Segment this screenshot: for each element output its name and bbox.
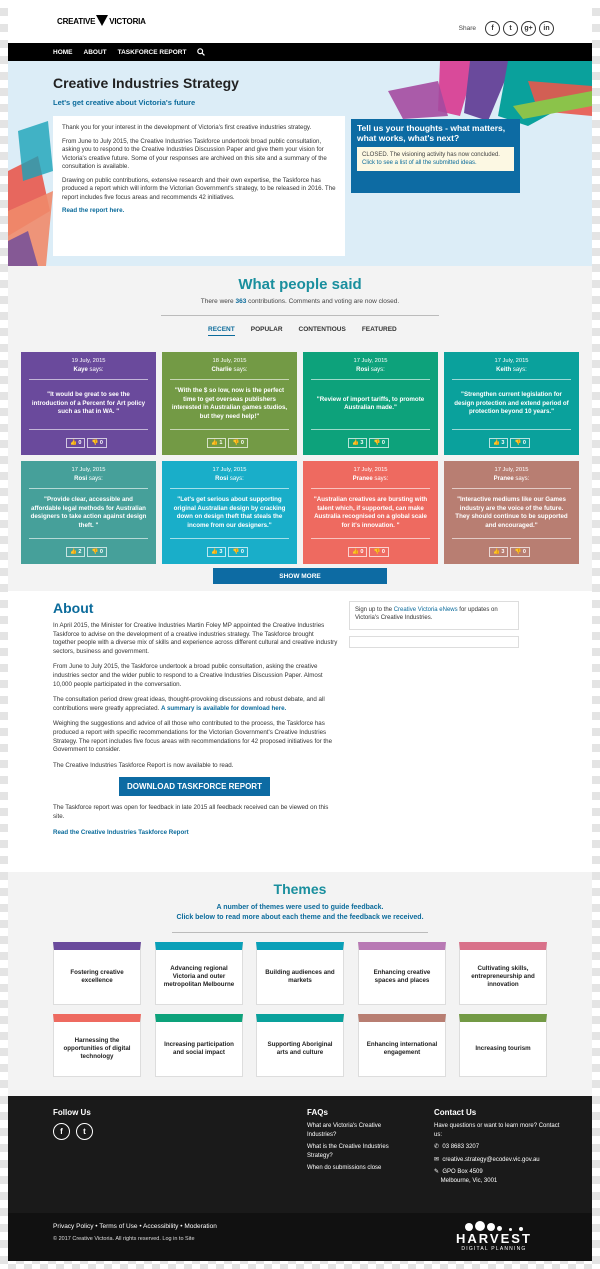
downvote-count: 0 <box>99 549 103 555</box>
creative-victoria-logo[interactable] <box>57 15 146 26</box>
comment-card[interactable] <box>444 461 579 564</box>
upvote-count: 1 <box>219 440 223 446</box>
theme-tile[interactable] <box>53 1014 141 1077</box>
card-author <box>162 476 297 482</box>
downvote-count: 0 <box>522 440 526 446</box>
card-divider <box>452 379 571 380</box>
download-report-button[interactable]: DOWNLOAD TASKFORCE REPORT <box>119 777 270 796</box>
author-name: Pranee <box>352 476 373 482</box>
downvote-count: 0 <box>99 440 103 446</box>
po-box: GPO Box 4509 <box>442 1169 483 1175</box>
faqs-list <box>307 1122 412 1177</box>
card-date: 17 July, 2015 <box>353 467 388 473</box>
author-name: Pranee <box>493 476 514 482</box>
card-author <box>444 476 579 482</box>
theme-tile[interactable] <box>358 942 446 1005</box>
author-name: Kaye <box>73 367 88 373</box>
card-author <box>303 367 438 373</box>
card-author <box>21 367 156 373</box>
enews-signup-box <box>349 601 519 630</box>
card-divider <box>170 429 289 430</box>
thumbs-down-button[interactable]: 👎 0 <box>369 438 388 448</box>
bottom-bar <box>8 1213 592 1261</box>
upvote-count: 0 <box>78 440 82 446</box>
intro-paragraph: From June to July 2015, the Creative Industries Taskforce undertook broad public consultation, asking you to respond to the Creative Industries Discussion Paper and give them your vision for Victoria's creative future. Some of your responses are archived on this site and a summary of the consultation is available. <box>62 137 327 170</box>
page-title: Creative Industries Strategy <box>53 75 239 91</box>
author-name: Rosi <box>356 367 370 373</box>
what-people-said-section <box>8 266 592 591</box>
mail-icon: ✉ <box>434 1156 440 1163</box>
card-quote: "Review of import tariffs, to promote Australian made." <box>316 395 425 411</box>
sort-tabs <box>208 326 397 336</box>
comment-card[interactable] <box>21 352 156 455</box>
footer-links[interactable]: Privacy Policy • Terms of Use • Accessibility • Moderation <box>53 1223 217 1230</box>
tab-recent[interactable]: RECENT <box>208 326 235 336</box>
author-name: Rosi <box>215 476 229 482</box>
divider <box>161 315 439 316</box>
comment-card[interactable] <box>303 461 438 564</box>
says-label: says: <box>515 476 530 482</box>
nav-taskforce-report[interactable]: TASKFORCE REPORT <box>117 48 187 56</box>
card-divider <box>29 429 148 430</box>
thumbs-down-button[interactable]: 👎 0 <box>369 547 388 557</box>
theme-label: Enhancing creative spaces and places <box>373 969 431 984</box>
thumbs-up-button[interactable]: 👍 3 <box>489 547 508 557</box>
card-quote: "It would be great to see the introduction of a Percent for Art policy such as that in WA. " <box>31 391 146 416</box>
card-divider <box>170 538 289 539</box>
theme-label: Enhancing international engagement <box>366 1041 438 1056</box>
about-paragraph <box>53 696 338 713</box>
email-address[interactable]: creative.strategy@ecodev.vic.gov.au <box>442 1156 540 1163</box>
phone-icon: ✆ <box>434 1144 440 1150</box>
tab-contentious[interactable]: CONTENTIOUS <box>298 326 346 333</box>
summary-download-link[interactable]: A summary is available for download here. <box>161 704 287 712</box>
card-date: 17 July, 2015 <box>494 467 529 473</box>
harvest-subtitle: DIGITAL PLANNING <box>461 1246 527 1252</box>
about-paragraph: In April 2015, the Minister for Creative Industries Martin Foley MP appointed the Creative Industries Taskforce to advise on the development of a creative industries strategy. The Taskforce brought together people with a diverse mix of skills and experience across different cultural and creative industry sectors, business and government. <box>53 622 338 655</box>
linkedin-icon[interactable]: in <box>539 21 554 36</box>
faqs-title: FAQs <box>307 1108 328 1117</box>
thumbs-up-button[interactable]: 👍 3 <box>489 438 508 448</box>
card-divider <box>452 538 571 539</box>
tell-us-panel <box>351 119 520 193</box>
themes-intro-line: Click below to read more about each theme and the feedback we received. <box>176 914 424 921</box>
contrib-suffix: contributions. Comments and voting are now closed. <box>246 298 400 305</box>
upvote-count: 3 <box>501 440 505 446</box>
comment-card[interactable] <box>162 352 297 455</box>
enews-blank-box <box>349 636 519 648</box>
theme-label: Fostering creative excellence <box>70 969 124 984</box>
about-paragraph: From June to July 2015, the Taskforce undertook a broad public consultation, asking the creative industries sector and the wider public to respond to a Creative Industries Discussion Paper. Almost 10,000 people participated in the conversation. <box>53 663 323 688</box>
about-paragraph: The Creative Industries Taskforce Report is now available to read. <box>53 761 234 769</box>
footer <box>8 1096 592 1213</box>
enews-link[interactable]: Creative Victoria eNews <box>393 607 458 613</box>
faq-link[interactable]: When do submissions close <box>307 1165 382 1171</box>
card-date: 17 July, 2015 <box>494 358 529 364</box>
about-title: About <box>53 600 94 616</box>
card-author <box>162 367 297 373</box>
about-section <box>8 591 592 872</box>
logo-text-right: VICTORIA <box>109 17 146 26</box>
card-divider <box>29 538 148 539</box>
twitter-icon[interactable]: t <box>503 21 518 36</box>
downvote-count: 0 <box>381 549 385 555</box>
thumbs-up-button[interactable]: 👍 1 <box>207 438 226 448</box>
top-header <box>8 0 592 43</box>
card-author <box>444 367 579 373</box>
show-more-button[interactable]: SHOW MORE <box>213 568 387 584</box>
logo-triangle-icon <box>96 15 108 26</box>
facebook-icon[interactable]: f <box>53 1123 70 1140</box>
contact-phone <box>434 1143 564 1152</box>
theme-label: Building audiences and markets <box>265 969 335 984</box>
author-name: Charlie <box>211 367 232 373</box>
themes-title: Themes <box>273 881 327 897</box>
thumbs-down-button[interactable]: 👎 0 <box>87 438 106 448</box>
page <box>8 0 592 1261</box>
city: Melbourne, Vic, 3001 <box>440 1177 498 1184</box>
theme-label: Supporting Aboriginal arts and culture <box>267 1041 333 1056</box>
card-divider <box>29 488 148 489</box>
thumbs-down-button[interactable]: 👎 0 <box>228 547 247 557</box>
vote-buttons <box>207 438 248 448</box>
hero-section <box>8 61 592 266</box>
card-quote: "Australian creatives are bursting with talent which, if supported, can make Australia recognised on a global scale for it's innovation. " <box>313 496 428 529</box>
theme-tile[interactable] <box>459 1014 547 1077</box>
theme-tile[interactable] <box>53 942 141 1005</box>
thumbs-up-button[interactable]: 👍 0 <box>348 547 367 557</box>
vote-buttons <box>489 438 530 448</box>
closed-notice <box>357 147 514 171</box>
upvote-count: 2 <box>78 549 82 555</box>
says-label: says: <box>88 476 103 482</box>
tab-featured[interactable]: FEATURED <box>361 326 397 333</box>
logo-text-left: CREATIVE <box>57 17 96 26</box>
thumbs-down-button[interactable]: 👎 0 <box>228 438 247 448</box>
comment-card[interactable] <box>162 461 297 564</box>
vote-buttons <box>66 438 107 448</box>
main-nav <box>8 43 592 61</box>
theme-tile[interactable] <box>256 1014 344 1077</box>
says-label: says: <box>370 367 385 373</box>
theme-label: Increasing participation and social impact <box>164 1041 234 1056</box>
themes-section <box>8 872 592 1096</box>
comment-card[interactable] <box>21 461 156 564</box>
card-date: 17 July, 2015 <box>212 467 247 473</box>
contact-us-title: Contact Us <box>434 1108 477 1117</box>
comment-card[interactable] <box>303 352 438 455</box>
intro-paragraph: Thank you for your interest in the development of Victoria's first creative industries strategy. <box>62 124 312 131</box>
contact-details <box>434 1122 564 1185</box>
divider <box>172 932 428 933</box>
themes-intro-line: A number of themes were used to guide feedback. <box>216 904 384 911</box>
page-subtitle: Let's get creative about Victoria's future <box>53 98 196 107</box>
search-icon[interactable] <box>197 48 205 56</box>
upvote-count: 3 <box>360 440 364 446</box>
copyright: © 2017 Creative Victoria. All rights reserved. Log in to Site <box>53 1236 195 1242</box>
intro-paragraph: Drawing on public contributions, extensive research and their own expertise, the Taskforce has produced a report which will inform the Victorian Government's strategy, to be released in 2016. The report includes five focus areas and recommends 42 initiatives. <box>62 176 336 201</box>
says-label: says: <box>512 367 527 373</box>
downvote-count: 0 <box>240 440 244 446</box>
card-quote: "Let's get serious about supporting original Australian design by cracking down on design theft that steals the income from our designers." <box>173 496 286 529</box>
card-divider <box>311 379 430 380</box>
faq-link[interactable]: What is the Creative Industries Strategy? <box>307 1144 389 1159</box>
about-paragraph: The Taskforce report was open for feedback in late 2015 all feedback received can be viewed on this site. <box>53 804 329 820</box>
contact-email <box>434 1156 564 1165</box>
thumbs-up-button[interactable]: 👍 3 <box>348 438 367 448</box>
share-bar <box>459 21 554 36</box>
theme-label: Harnessing the opportunities of digital technology <box>63 1037 131 1060</box>
downvote-count: 0 <box>240 549 244 555</box>
says-label: says: <box>89 367 104 373</box>
theme-tile[interactable] <box>256 942 344 1005</box>
card-divider <box>452 429 571 430</box>
nav-home[interactable]: HOME <box>53 48 73 56</box>
enews-prefix: Sign up to the <box>355 607 394 613</box>
closed-text: CLOSED. The visioning activity has now concluded. <box>362 152 500 158</box>
tab-popular[interactable]: POPULAR <box>250 326 283 333</box>
theme-tile[interactable] <box>358 1014 446 1077</box>
card-quote: "With the $ so low, now is the perfect time to get overseas publishers interested in Australian games studios, but they need help!" <box>171 387 288 420</box>
card-divider <box>170 488 289 489</box>
about-paragraph-text: The consultation period drew great ideas, thought-provoking discussions and robust debate, and all contributions were greatly appreciated. <box>53 696 325 712</box>
upvote-count: 3 <box>501 549 505 555</box>
comment-card[interactable] <box>444 352 579 455</box>
theme-label: Increasing tourism <box>475 1045 531 1052</box>
google-plus-icon[interactable]: g+ <box>521 21 536 36</box>
thumbs-up-button[interactable]: 👍 3 <box>207 547 226 557</box>
vote-buttons <box>348 438 389 448</box>
card-date: 17 July, 2015 <box>71 467 106 473</box>
submitted-ideas-link[interactable]: Click to see a list of all the submitted ideas. <box>362 160 477 166</box>
thumbs-down-button[interactable]: 👎 0 <box>510 438 529 448</box>
card-divider <box>311 538 430 539</box>
card-author <box>303 476 438 482</box>
harvest-wordmark: HARVEST <box>456 1231 532 1246</box>
card-divider <box>311 488 430 489</box>
author-name: Rosi <box>74 476 88 482</box>
card-quote: "Strengthen current legislation for design protection and extend period of protection beyond 10 years." <box>454 391 569 416</box>
says-label: says: <box>374 476 389 482</box>
says-label: says: <box>233 367 248 373</box>
theme-tile[interactable] <box>155 942 243 1005</box>
card-quote: "Interactive mediums like our Games industry are the voice of the future. They should continue to be supported and encouraged." <box>455 496 568 529</box>
pen-icon: ✎ <box>434 1169 440 1175</box>
card-divider <box>170 379 289 380</box>
downvote-count: 0 <box>381 440 385 446</box>
read-taskforce-report-link[interactable]: Read the Creative Industries Taskforce Report <box>53 828 189 836</box>
says-label: says: <box>229 476 244 482</box>
read-report-link[interactable]: Read the report here. <box>62 207 125 214</box>
vote-buttons <box>207 547 248 557</box>
about-paragraph: Weighing the suggestions and advice of all those who contributed to the process, the Taskforce has produced a report with specific recommendations for the Victorian Government's Creative Industries Strategy. The report includes five focus areas with recommendations for 42 proposed initiatives for the Government to consider. <box>53 720 333 754</box>
card-author <box>21 476 156 482</box>
thumbs-down-button[interactable]: 👎 0 <box>87 547 106 557</box>
about-text <box>53 622 338 837</box>
intro-text-panel <box>53 116 345 256</box>
themes-intro <box>8 903 592 923</box>
follow-us-title: Follow Us <box>53 1108 91 1117</box>
card-quote: "Provide clear, accessible and affordable legal methods for Australian designers to take action against design theft. " <box>30 496 147 529</box>
section-title: What people said <box>238 276 362 293</box>
phone-number[interactable]: 03 8683 3207 <box>442 1144 480 1150</box>
thumbs-up-button[interactable]: 👍 0 <box>66 438 85 448</box>
upvote-count: 3 <box>219 549 223 555</box>
vote-buttons <box>66 547 107 557</box>
downvote-count: 0 <box>522 549 526 555</box>
harvest-logo[interactable] <box>456 1219 532 1252</box>
theme-label: Advancing regional Victoria and outer metropolitan Melbourne <box>163 965 235 988</box>
faq-link[interactable]: What are Victoria's Creative Industries? <box>307 1123 382 1138</box>
thumbs-up-button[interactable]: 👍 2 <box>66 547 85 557</box>
share-label: Share <box>458 25 476 32</box>
nav-about[interactable]: ABOUT <box>83 48 107 56</box>
theme-tile[interactable] <box>459 942 547 1005</box>
upvote-count: 0 <box>360 549 364 555</box>
card-date: 19 July, 2015 <box>71 358 106 364</box>
contrib-prefix: There were <box>200 298 236 305</box>
card-divider <box>452 488 571 489</box>
vote-buttons <box>489 547 530 557</box>
contributions-count <box>8 298 592 305</box>
card-date: 17 July, 2015 <box>353 358 388 364</box>
vote-buttons <box>348 547 389 557</box>
contact-intro: Have questions or want to learn more? Contact us: <box>434 1123 560 1138</box>
tell-us-title: Tell us your thoughts - what matters, what works, what's next? <box>357 123 506 143</box>
contrib-number: 363 <box>235 298 247 305</box>
author-name: Keith <box>496 367 512 373</box>
theme-tile[interactable] <box>155 1014 243 1077</box>
twitter-icon[interactable]: t <box>76 1123 93 1140</box>
theme-label: Cultivating skills, entrepreneurship and innovation <box>471 965 535 988</box>
harvest-dots-icon <box>456 1219 532 1231</box>
card-date: 18 July, 2015 <box>212 358 247 364</box>
contact-address <box>434 1168 564 1185</box>
thumbs-down-button[interactable]: 👎 0 <box>510 547 529 557</box>
facebook-icon[interactable]: f <box>485 21 500 36</box>
card-divider <box>311 429 430 430</box>
enews-suffix: for updates on Victoria's Creative Industries. <box>355 607 498 621</box>
card-divider <box>29 379 148 380</box>
